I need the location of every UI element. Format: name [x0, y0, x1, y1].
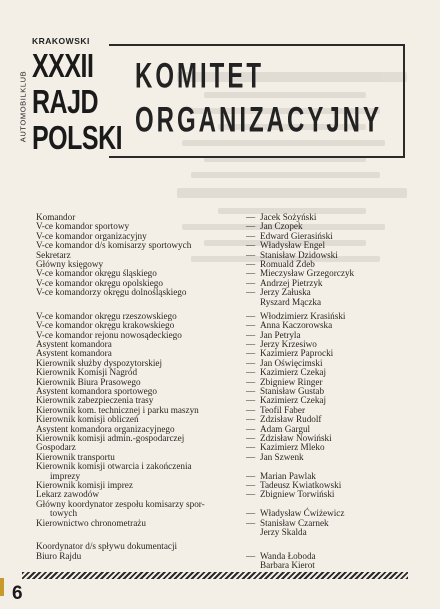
separator-dash: — [246, 367, 256, 378]
member-name: Mieczysław Grzegorczyk [260, 268, 355, 279]
committee-row [36, 542, 426, 551]
committee-row [36, 462, 426, 471]
separator-dash: — [246, 423, 256, 434]
member-name: Ryszard Mączka [260, 296, 322, 307]
separator-dash: — [246, 451, 256, 462]
bottom-stripe-divider [22, 572, 408, 579]
committee-row [36, 528, 426, 537]
separator-dash: — [246, 489, 256, 500]
member-name: Kazimierz Czekaj [260, 367, 327, 378]
member-name: Kazimierz Paprocki [260, 348, 334, 359]
separator-dash: — [246, 479, 256, 490]
role-label: Kierownik komisji otwarcia i zakończenia [36, 461, 192, 472]
logo-polski: POLSKI [32, 119, 123, 158]
role-label: towych [50, 508, 78, 519]
page-title-line2: ORGANIZACYJNY [135, 101, 383, 141]
separator-dash: — [246, 212, 256, 222]
role-label: Asystent komandora organizacyjnego [36, 423, 175, 434]
committee-list [36, 213, 426, 570]
separator-dash: — [246, 277, 256, 288]
separator-dash: — [246, 339, 256, 350]
separator-dash: — [246, 320, 256, 331]
role-label: V-ce komandor rejonu nowosądeckiego [36, 329, 182, 340]
separator-dash: — [246, 287, 256, 298]
member-name: Jan Szwenk [260, 451, 304, 462]
member-name: Zbigniew Ringer [260, 376, 323, 387]
role-label: Kierownik Biura Prasowego [36, 376, 141, 387]
separator-dash: — [246, 386, 256, 397]
member-name: Władysław Ćwiżewicz [260, 508, 345, 519]
member-name: Jacek Sożyński [260, 212, 317, 222]
member-name: Edward Gierasiński [260, 230, 333, 241]
role-label: Kierownik komisji admin.-gospodarczej [36, 432, 185, 443]
separator-dash: — [246, 395, 256, 406]
role-label: Kierownik zabezpieczenia trasy [36, 395, 154, 406]
committee-row [36, 241, 426, 250]
member-name: Romuald Zdeb [260, 258, 315, 269]
role-label: Kierownik kom. technicznej i parku maszyn [36, 404, 199, 415]
separator-dash: — [246, 508, 256, 519]
committee-row [36, 434, 426, 443]
role-label: V-ce komandor okręgu krakowskiego [36, 320, 175, 331]
separator-dash: — [246, 258, 256, 269]
rally-logo [16, 36, 123, 158]
separator-dash: — [246, 442, 256, 453]
committee-row [36, 288, 426, 297]
member-name: Jerzy Krzesiwo [260, 339, 317, 350]
committee-row [36, 561, 426, 570]
member-name: Andrzej Pietrzyk [260, 277, 323, 288]
role-label: V-ce komandor d/s komisarzy sportowych [36, 240, 192, 251]
role-label: Główny koordynator zespołu komisarzy spor- [36, 498, 205, 509]
role-label: Kierownictwo chronometrażu [36, 517, 146, 528]
separator-dash: — [246, 517, 256, 528]
role-label: Gospodarz [36, 442, 76, 453]
role-label: V-ce komandorzy okręgu dolnośląskiego [36, 287, 187, 298]
role-label: Główny księgowy [36, 258, 104, 269]
member-name: Kazimierz Czekaj [260, 395, 327, 406]
role-label: V-ce komandor organizacyjny [36, 230, 147, 241]
separator-dash: — [246, 310, 256, 321]
role-label: Asystent komandora sportowego [36, 386, 157, 397]
member-name: Zbigniew Torwiński [260, 489, 335, 500]
member-name: Zdzisław Rudolf [260, 414, 322, 425]
role-label: Asystent komandora [36, 348, 112, 359]
role-label: V-ce komandor sportowy [36, 221, 130, 232]
page-number: 6 [12, 583, 23, 604]
separator-dash: — [246, 432, 256, 443]
role-label: Koordynator d/s spływu dokumentacji [36, 541, 178, 552]
member-name: Anna Kaczorowska [260, 320, 333, 331]
page-title-line1: KOMITET [135, 57, 264, 97]
role-label: Kierownik służby dyspozytorskiej [36, 357, 163, 368]
role-label: Kierownik transportu [36, 451, 115, 462]
role-label: imprezy [50, 470, 81, 481]
separator-dash: — [246, 221, 256, 232]
committee-row [36, 519, 426, 528]
role-label: V-ce komandor okręgu rzeszowskiego [36, 310, 177, 321]
logo-edition: XXXII [32, 47, 94, 86]
member-name: Stanisław Gustab [260, 386, 325, 397]
member-name: Stanisław Czarnek [260, 517, 329, 528]
role-label: Komandor [36, 212, 76, 222]
logo-top-label: KRAKOWSKI [32, 36, 90, 46]
separator-dash: — [246, 268, 256, 279]
separator-dash: — [246, 329, 256, 340]
member-name: Władysław Engel [260, 240, 326, 251]
member-name: Jerzy Skalda [260, 526, 307, 537]
committee-row [36, 500, 426, 509]
separator-dash: — [246, 404, 256, 415]
member-name: Włodzimierz Krasiński [260, 310, 346, 321]
member-name: Jan Petryla [260, 329, 301, 340]
separator-dash: — [246, 357, 256, 368]
member-name: Jerzy Załuska [260, 287, 311, 298]
member-name: Kazimierz Mleko [260, 442, 325, 453]
corner-tab [0, 578, 4, 596]
page-title-box [109, 44, 405, 158]
role-label: Lekarz zawodów [36, 489, 100, 500]
committee-row [36, 552, 426, 561]
separator-dash: — [246, 414, 256, 425]
role-label: Kierownik komisji imprez [36, 479, 133, 490]
separator-dash: — [246, 550, 256, 561]
role-label: Sekretarz [36, 249, 71, 260]
separator-dash: — [246, 348, 256, 359]
separator-dash: — [246, 249, 256, 260]
member-name: Barbara Kierot [260, 560, 315, 571]
logo-side-label: AUTOMOBILKLUB [18, 70, 28, 143]
role-label: Kierownik Komisji Nagród [36, 367, 138, 378]
logo-rajd: RAJD [32, 83, 99, 122]
member-name: Tadeusz Kwiatkowski [260, 479, 342, 490]
member-name: Jan Czopek [260, 221, 303, 232]
member-name: Teofil Faber [260, 404, 306, 415]
role-label: Biuro Rajdu [36, 550, 82, 561]
member-name: Wanda Łoboda [260, 550, 316, 561]
separator-dash: — [246, 230, 256, 241]
separator-dash: — [246, 470, 256, 481]
member-name: Stanisław Dzidowski [260, 249, 338, 260]
member-name: Adam Gargul [260, 423, 311, 434]
separator-dash: — [246, 376, 256, 387]
separator-dash: — [246, 240, 256, 251]
committee-row [36, 298, 426, 307]
role-label: Asystent komandora [36, 339, 112, 350]
role-label: V-ce komandor okręgu opolskiego [36, 277, 163, 288]
role-label: Kierownik komisji obliczeń [36, 414, 139, 425]
member-name: Zdzisław Nowiński [260, 432, 332, 443]
role-label: V-ce komandor okręgu śląskiego [36, 268, 157, 279]
member-name: Jan Oświęcimski [260, 357, 323, 368]
member-name: Marian Pawlak [260, 470, 316, 481]
